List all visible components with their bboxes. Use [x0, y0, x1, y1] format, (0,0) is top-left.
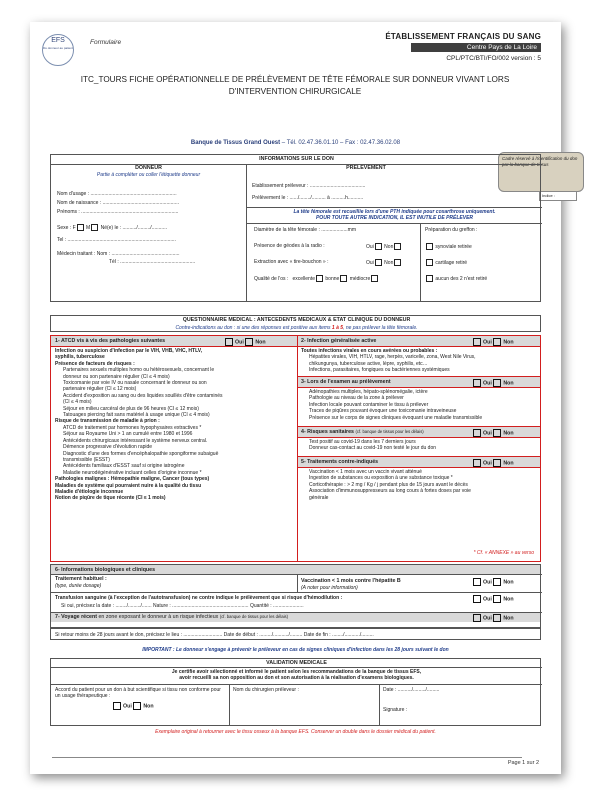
questionnaire-subtitle: Contre-indications au don : si une des réponses est positive aux items 1 à 5, ne pas prélever la tête fémorale. [175, 324, 418, 331]
s4-non-checkbox[interactable] [493, 429, 501, 437]
list-item: Risque de transmission de maladie à prion : [55, 418, 160, 425]
validation-date-field[interactable]: Date : ........../........./......... [383, 687, 440, 693]
list-item: donneur ou son partenaire régulier (CI ≤ 4 mois) [63, 373, 170, 380]
s2-oui-checkbox[interactable] [473, 338, 481, 346]
chirurgien-field[interactable]: Nom du chirurgien préleveur : [233, 687, 299, 693]
indice-field[interactable]: Indice : [539, 191, 577, 201]
section6-title: 6- Informations biologiques et cliniques [55, 566, 156, 573]
sexe-m-checkbox[interactable] [91, 224, 98, 231]
section3-list [301, 389, 539, 421]
questionnaire-header: QUESTIONNAIRE MEDICAL : ANTECEDENTS MEDICAUX & ETAT CLINIQUE DU DONNEUR [182, 317, 411, 323]
tel-field[interactable]: Tel : .............................................................................. [57, 237, 176, 243]
etab-preleveur-field[interactable]: Etablissement préleveur : ........................................ [252, 183, 366, 189]
footer-divider [52, 757, 522, 758]
nom-usage-field[interactable]: Nom d'usage : .............................................................. [57, 191, 177, 197]
s1-oui-checkbox[interactable] [225, 338, 233, 346]
list-item: Toutes infections virales en cours avérées ou probables : [301, 348, 438, 354]
vaccination-oui-non: Oui Non [473, 578, 514, 586]
list-item: Hépatites virales, VIH, HTLV, rage, herpès, varicelle, zona, West Nile Virus, [309, 354, 476, 361]
document-title: ITC_TOURS FICHE OPÉRATIONNELLE DE PRÉLÈVEMENT DE TÊTE FÉMORALE SUR DONNEUR VIVANT LORS D'INTERVENTION CHIRURGICALE [80, 75, 510, 96]
list-item: Démence progressive d'évolution rapide [63, 444, 153, 451]
list-item: Diagnostic d'une des formes d'encéphalopathie spongiforme subaiguë [63, 450, 219, 457]
validation-box [50, 658, 541, 726]
signature-field[interactable]: Signature : [383, 707, 408, 713]
cartilage-option[interactable]: cartilage retiré [425, 259, 467, 266]
list-item: Pathologies malignes : Hémopathie maligne, Cancer (tous types) [55, 476, 210, 483]
document-page [30, 22, 578, 774]
qualite-excellente-checkbox[interactable] [316, 275, 323, 282]
s3-oui-checkbox[interactable] [473, 379, 481, 387]
transf-oui-checkbox[interactable] [473, 595, 481, 603]
geodes-oui-checkbox[interactable] [375, 243, 382, 250]
list-item: Infection ou suspicion d'infection par le VIH, VHB, VHC, HTLV, [55, 348, 203, 354]
section1-oui-non: Oui Non [225, 338, 266, 346]
document-code: CPL/PTC/BTI/FO/002 version : 5 [446, 55, 541, 62]
qualite-mediocre-checkbox[interactable] [371, 275, 378, 282]
page-number: Page 1 sur 2 [507, 760, 539, 766]
establishment-name: ÉTABLISSEMENT FRANÇAIS DU SANG [385, 32, 541, 41]
efs-logo: EFS Du donneur au patient [42, 34, 74, 66]
list-item: Antécédents familiaux d'ESST sauf si origine iatrogène [63, 463, 185, 470]
transfusion-details[interactable]: Si oui, précisez la date : ......../........./....... Nature : ....................................................... Quantité : ...................... [61, 603, 304, 609]
section5-title: 5- Traitements contre-indiqués [301, 459, 379, 465]
tire-oui-checkbox[interactable] [375, 259, 382, 266]
accord-oui-non: Oui Non [113, 702, 154, 710]
centre-name: Centre Pays de La Loire [411, 43, 541, 52]
section4-list [301, 439, 539, 452]
sexe-f-checkbox[interactable] [77, 224, 84, 231]
vaccination-sub: (A noter pour information) [301, 585, 358, 591]
section5-oui-non: Oui Non [473, 459, 514, 467]
s4-oui-checkbox[interactable] [473, 429, 481, 437]
section5-list [301, 469, 539, 501]
medecin-field[interactable]: Médecin traitant : Nom : ................................................. [57, 251, 180, 257]
section1-title: 1- ATCD vis à vis des pathologies suivantes [55, 338, 166, 344]
section7-title: 7- Voyage récent en zone exposant le donneur à un risque infectieux (cf. banque de tissus pour les délais) [55, 614, 289, 620]
traitement-label: Traitement habituel : [55, 576, 107, 582]
voyage-details[interactable]: Si retour moins de 28 jours avant le don, précisez le lieu : ............................ Date de début : ........./.........../......... Date de fin : ......../.........../......... [55, 631, 374, 638]
list-item: Tatouages piercing fait sans matériel à usage unique (CI ≤ 4 mois) [63, 412, 210, 419]
list-item: Corticothérapie : > 2 mg / Kg / j pendant plus de 15 jours avant le décès [309, 481, 468, 488]
vacc-non-checkbox[interactable] [493, 578, 501, 586]
vacc-oui-checkbox[interactable] [473, 578, 481, 586]
tissue-bank-contact: Banque de Tissus Grand Ouest – Tél. 02.47.36.01.10 – Fax : 02.47.36.02.08 [190, 140, 401, 146]
list-item: Maladie neurodégénérative incluant celles d'origine inconnue * [63, 469, 202, 476]
important-note: IMPORTANT : Le donneur s'engage à prévenir le préleveur en cas de signes cliniques d'infection dans les 28 jours suivant le don [142, 647, 449, 653]
section3-oui-non: Oui Non [473, 379, 514, 387]
section2-list [301, 348, 539, 374]
s7-non-checkbox[interactable] [493, 614, 501, 622]
list-item: Infection locale pouvant contaminer le tissu à prélever [309, 401, 429, 408]
annexe-note: * Cf. « ANNEXE » au verso [473, 550, 534, 556]
list-item: Séjour au Royaume Uni > 1 an cumulé entre 1980 et 1996 [63, 431, 193, 438]
form-type-label: Formulaire [90, 39, 122, 46]
questionnaire-box [50, 315, 541, 332]
medecin-tel-field[interactable]: Tél : ...................................................... [109, 259, 196, 265]
s2-non-checkbox[interactable] [493, 338, 501, 346]
list-item: générale [309, 494, 329, 501]
traitement-sub: (type, durée dosage) [55, 583, 102, 589]
section1-list [55, 348, 293, 502]
diametre-field[interactable]: Diamètre de la tête fémorale : ...................mm [254, 227, 356, 233]
list-item: Notion de piqûre de tique récente (CI ≤ 1 mois) [55, 495, 166, 502]
transfusion-label: Transfusion sanguine (à l'exception de l'autotransfusion) ne contre indique le prélèvement que si risque d'hémodilution : [55, 595, 343, 601]
synoviale-option[interactable]: synoviale retirée [425, 243, 472, 250]
section2-title: 2- Infection généralisée active [301, 338, 377, 344]
geodes-row: Présence de géodes à la radio : Oui Non [254, 243, 419, 249]
date-prelevement-field[interactable]: Prélèvement le : ....../......../.......... à ..........h........... [252, 195, 364, 201]
info-don-header: INFORMATIONS SUR LE DON [259, 156, 334, 162]
list-item: Traces de piqûres pouvant évoquer une toxicomanie intraveineuse [309, 408, 457, 415]
exemplaire-note: Exemplaire original à retourner avec le tissu osseux à la banque EFS. Conserver un double dans le dossier médical du patient. [155, 729, 436, 735]
list-item: Donneur cas-contact au covid-19 non testé le jour du don [309, 445, 437, 452]
birthdate-field[interactable]: Né(e) le : ........../........./........... [100, 224, 167, 231]
list-item: Partenaires sexuels multiples homo ou hétérosexuels, concernant le [63, 367, 215, 374]
donneur-header: DONNEUR [135, 165, 162, 171]
section2-oui-non: Oui Non [473, 338, 514, 346]
list-item: Maladie d'étiologie inconnue [55, 488, 124, 495]
list-item: Accident d'exposition au sang ou des liquides souillés d'être contaminés [63, 392, 223, 399]
accord-oui-checkbox[interactable] [113, 702, 121, 710]
list-item: Infections, parasitaires, fongiques ou bactériennes systémiques [309, 367, 450, 374]
list-item: Adénopathies multiples, hépato-splénomégalie, ictère [309, 389, 428, 395]
s1-non-checkbox[interactable] [245, 338, 253, 346]
list-item: (CI ≤ 4 mois) [63, 399, 92, 406]
section4-title: 4- Risques sanitaires (cf. banque de tissus pour les délais) [301, 429, 424, 435]
s5-non-checkbox[interactable] [493, 459, 501, 467]
tire-non-checkbox[interactable] [394, 259, 401, 266]
accord-label: Accord du patient pour un don à but scientifique si tissu non conforme pour un usage thérapeutique : [55, 687, 221, 700]
donneur-subtitle: Partie à compléter ou coller l'étiquette donneur [96, 172, 201, 178]
aucun-option[interactable]: aucun des 2 n'est retiré [425, 275, 487, 282]
list-item: Séjour en milieu carcéral de plus de 96 heures (CI ≤ 12 mois) [63, 405, 199, 412]
prelevement-header: PRELEVEMENT [346, 165, 386, 171]
section3-title: 3- Lors de l'examen au prélèvement [301, 379, 391, 385]
tire-bouchon-row: Extraction avec « tire-bouchon » : Oui Non [254, 259, 419, 265]
s3-non-checkbox[interactable] [493, 379, 501, 387]
indication-warning: La tête fémorale est recueillie lors d'une PTH indiquée pour coxarthrose uniquement. POUR TOUTE AUTRE INDICATION, IL EST INUTILE DE PRÉLEVER [293, 209, 496, 222]
prenoms-field[interactable]: Prénoms : ...................................................................... [57, 209, 179, 215]
list-item: ATCD de traitement par hormones hypophysaires extractives * [63, 424, 202, 431]
s7-oui-checkbox[interactable] [473, 614, 481, 622]
nom-naissance-field[interactable]: Nom de naissance : ....................................................... [57, 200, 179, 206]
preparation-label: Préparation du greffon : [425, 227, 478, 233]
validation-header: VALIDATION MEDICALE [266, 660, 327, 666]
list-item: Pathologie au niveau de la zone à prélever [309, 395, 404, 402]
list-item: Vaccination < 1 mois avec un vaccin vivant atténué [309, 469, 422, 475]
list-item: Présence de facteurs de risques : [55, 360, 135, 367]
validation-text: Je certifie avoir sélectionné et informé le patient selon les recommandations de la banque de tissus EFS, avoir recueilli sa non opposition au don et son autorisation à la réalisation d'examens biologiques. [171, 669, 422, 682]
info-don-box [50, 154, 541, 302]
list-item: partenaire régulier (CI ≤ 12 mois) [63, 386, 137, 393]
geodes-non-checkbox[interactable] [394, 243, 401, 250]
list-item: chikungunya, tuberculose active, lèpre, syphilis, etc… [309, 360, 428, 367]
list-item: syphilis, tuberculose [55, 354, 105, 361]
qualite-os-row: Qualité de l'os : excellente bonne médiocre [254, 275, 379, 282]
list-item: Antécédents chirurgicaux intéressant le système nerveux central. [63, 437, 208, 444]
transf-non-checkbox[interactable] [493, 595, 501, 603]
vaccination-label: Vaccination < 1 mois contre l'hépatite B [301, 578, 401, 584]
list-item: transmissible (ESST) [63, 456, 110, 463]
s5-oui-checkbox[interactable] [473, 459, 481, 467]
transfusion-oui-non: Oui Non [473, 595, 514, 603]
section6-box [50, 564, 541, 628]
list-item: Association d'immunosuppresseurs au long cours à fortes doses par voie [309, 488, 471, 495]
qualite-bonne-checkbox[interactable] [340, 275, 347, 282]
accord-non-checkbox[interactable] [133, 702, 141, 710]
section7-oui-non: Oui Non [473, 614, 514, 622]
reserved-frame: Cadre réservé à l'identification du don par la banque de tissus [498, 152, 584, 192]
section7-details-box [50, 628, 541, 640]
list-item: Ingestion de substances ou exposition à une substance toxique * [309, 475, 453, 482]
list-item: Test positif au covid-19 dans les 7 derniers jours [309, 439, 416, 445]
list-item: Maladies de système qui pourraient nuire à la qualité du tissu [55, 482, 202, 489]
list-item: Toxicomanie par voie IV ou nasale concernant le donneur ou son [63, 380, 207, 387]
contraindications-block [50, 335, 541, 562]
list-item: Présence sur le corps de signes cliniques évoquant une maladie transmissible [309, 414, 483, 421]
section4-oui-non: Oui Non [473, 429, 514, 437]
sexe-row: Sexe : F M Né(e) le : ........../........./........... [57, 224, 167, 231]
